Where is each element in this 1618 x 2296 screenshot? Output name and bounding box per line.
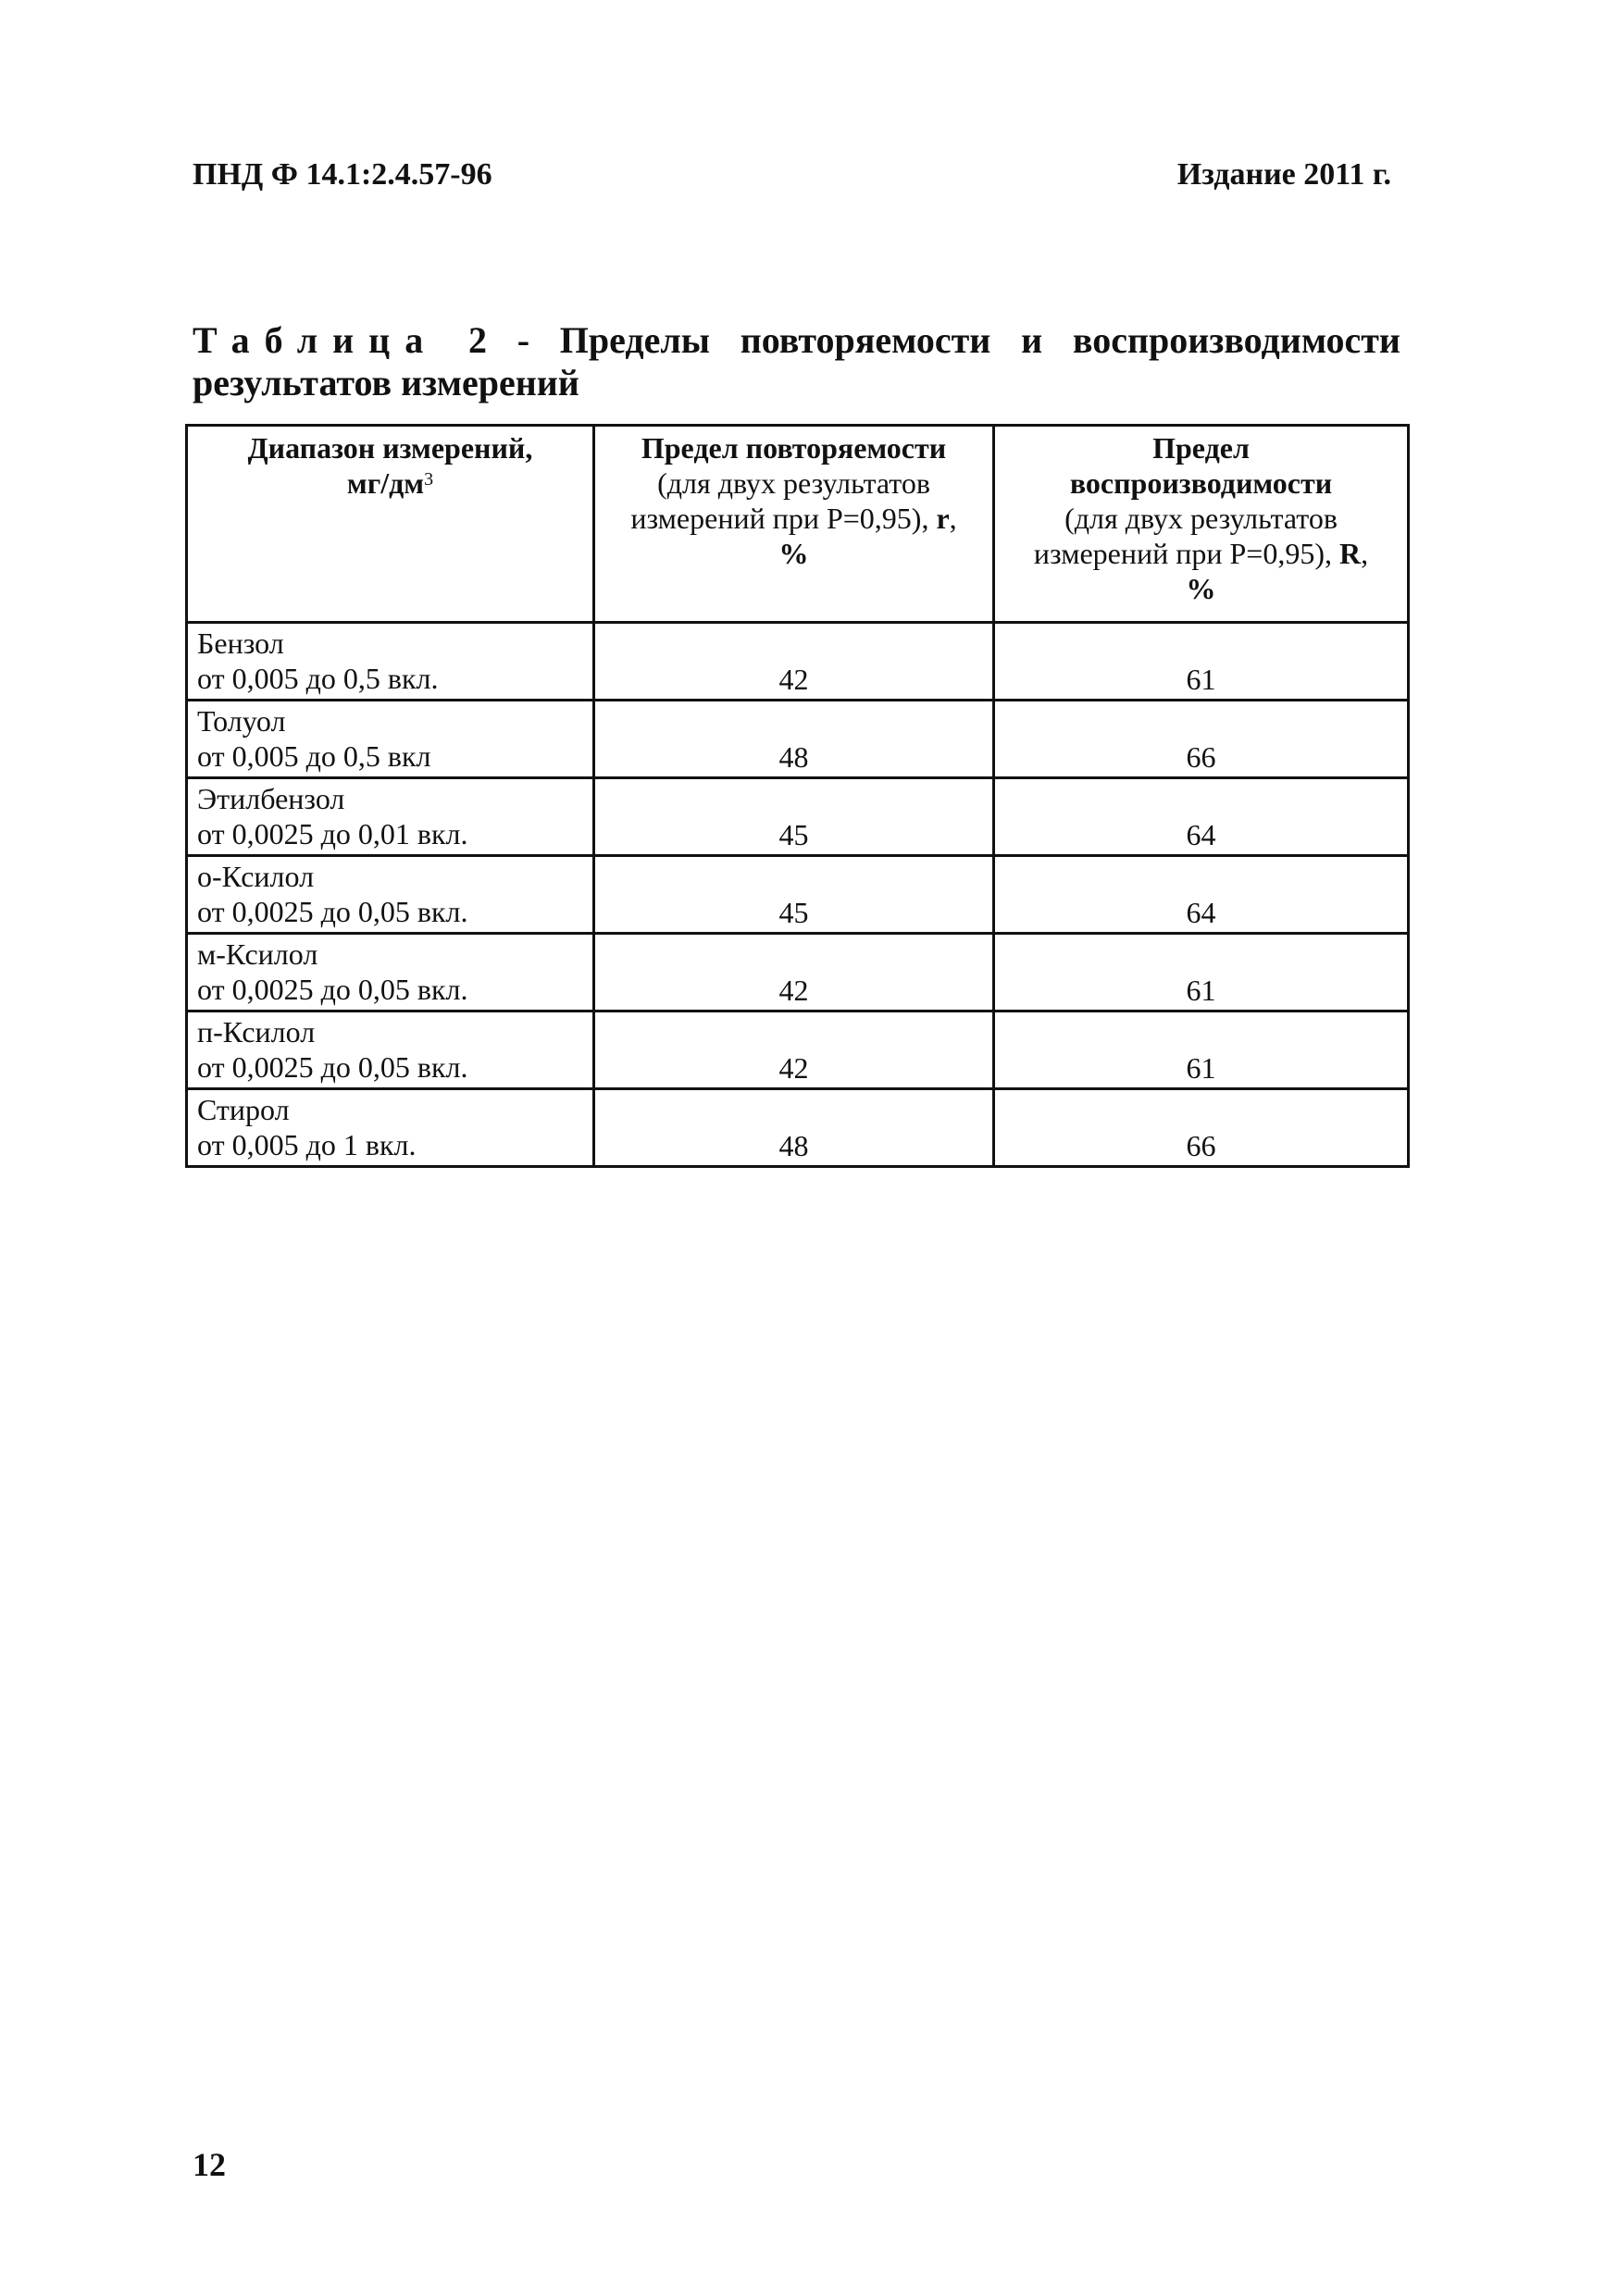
reproducibility-value: 61 [994, 623, 1409, 701]
header-repeatability-desc: (для двух результатов измерений при P=0,95), [630, 466, 930, 535]
range-cell [187, 1011, 594, 1089]
range-value: от 0,0025 до 0,05 вкл. [197, 973, 468, 1006]
header-range-line1: Диапазон измерений, [247, 431, 533, 465]
caption-number: 2 [467, 319, 487, 361]
header-reproducibility-unit: % [1186, 572, 1216, 605]
table-caption [193, 319, 1400, 404]
substance-name: о-Ксилол [197, 860, 315, 893]
table-row [187, 778, 1409, 856]
header-repeatability-unit: % [778, 537, 809, 570]
reproducibility-value: 64 [994, 856, 1409, 934]
table-row [187, 623, 1409, 701]
header-reproducibility-title2: воспроизводимости [1069, 466, 1333, 500]
header-range-unit: мг/дм [346, 466, 425, 500]
header-reproducibility-symbol: R [1338, 537, 1362, 570]
header-reproducibility: Предел воспроизводимости (для двух результатов измерений при P=0,95), R, % [994, 426, 1409, 623]
document-code: ПНД Ф 14.1:2.4.57-96 [193, 157, 492, 192]
table-row [187, 856, 1409, 934]
range-value: от 0,0025 до 0,05 вкл. [197, 895, 468, 928]
repeatability-value: 45 [594, 778, 994, 856]
range-cell [187, 856, 594, 934]
substance-name: Этилбензол [197, 782, 345, 815]
range-value: от 0,0025 до 0,05 вкл. [197, 1050, 468, 1084]
range-value: от 0,005 до 0,5 вкл. [197, 662, 439, 695]
table-row [187, 1089, 1409, 1167]
reproducibility-value: 66 [994, 701, 1409, 778]
substance-name: п-Ксилол [197, 1015, 316, 1049]
caption-word: повторяемости [740, 319, 991, 361]
substance-name: м-Ксилол [197, 937, 318, 971]
repeatability-value: 42 [594, 623, 994, 701]
table-row [187, 1011, 1409, 1089]
caption-word: Пределы [559, 319, 711, 361]
repeatability-value: 42 [594, 1011, 994, 1089]
table-row [187, 701, 1409, 778]
range-cell [187, 623, 594, 701]
repeatability-value: 45 [594, 856, 994, 934]
caption-word: воспроизводимости [1072, 319, 1400, 361]
reproducibility-value: 66 [994, 1089, 1409, 1167]
caption-dash: - [517, 319, 530, 361]
table-row [187, 934, 1409, 1011]
table-header-row [187, 426, 1409, 623]
reproducibility-value: 61 [994, 1011, 1409, 1089]
reproducibility-value: 61 [994, 934, 1409, 1011]
range-cell [187, 934, 594, 1011]
header-range-unit-sup: 3 [424, 469, 434, 490]
header-repeatability-title: Предел повторяемости [641, 431, 947, 465]
header-reproducibility-title1: Предел [1152, 431, 1250, 465]
substance-name: Стирол [197, 1093, 290, 1126]
edition-label: Издание 2011 г. [1176, 157, 1391, 192]
reproducibility-value: 64 [994, 778, 1409, 856]
header-range [187, 426, 594, 623]
range-cell [187, 778, 594, 856]
header-reproducibility-desc: (для двух результатов измерений при P=0,95), [1033, 502, 1338, 570]
repeatability-value: 48 [594, 1089, 994, 1167]
page-number: 12 [193, 2146, 226, 2183]
repeatability-value: 42 [594, 934, 994, 1011]
substance-name: Толуол [197, 704, 286, 738]
table-caption-line2: результатов измерений [193, 362, 579, 403]
range-cell [187, 701, 594, 778]
table-caption-line1 [193, 319, 1400, 362]
range-value: от 0,005 до 1 вкл. [197, 1128, 417, 1161]
header-repeatability-symbol: r [936, 502, 950, 535]
caption-word: и [1021, 319, 1043, 361]
header-repeatability: Предел повторяемости (для двух результатов измерений при P=0,95), r, % [594, 426, 994, 623]
range-value: от 0,005 до 0,5 вкл [197, 739, 431, 773]
limits-table [185, 424, 1410, 1168]
caption-label: Таблица [193, 319, 439, 361]
repeatability-value: 48 [594, 701, 994, 778]
substance-name: Бензол [197, 627, 284, 660]
range-value: от 0,0025 до 0,01 вкл. [197, 817, 468, 850]
range-cell [187, 1089, 594, 1167]
